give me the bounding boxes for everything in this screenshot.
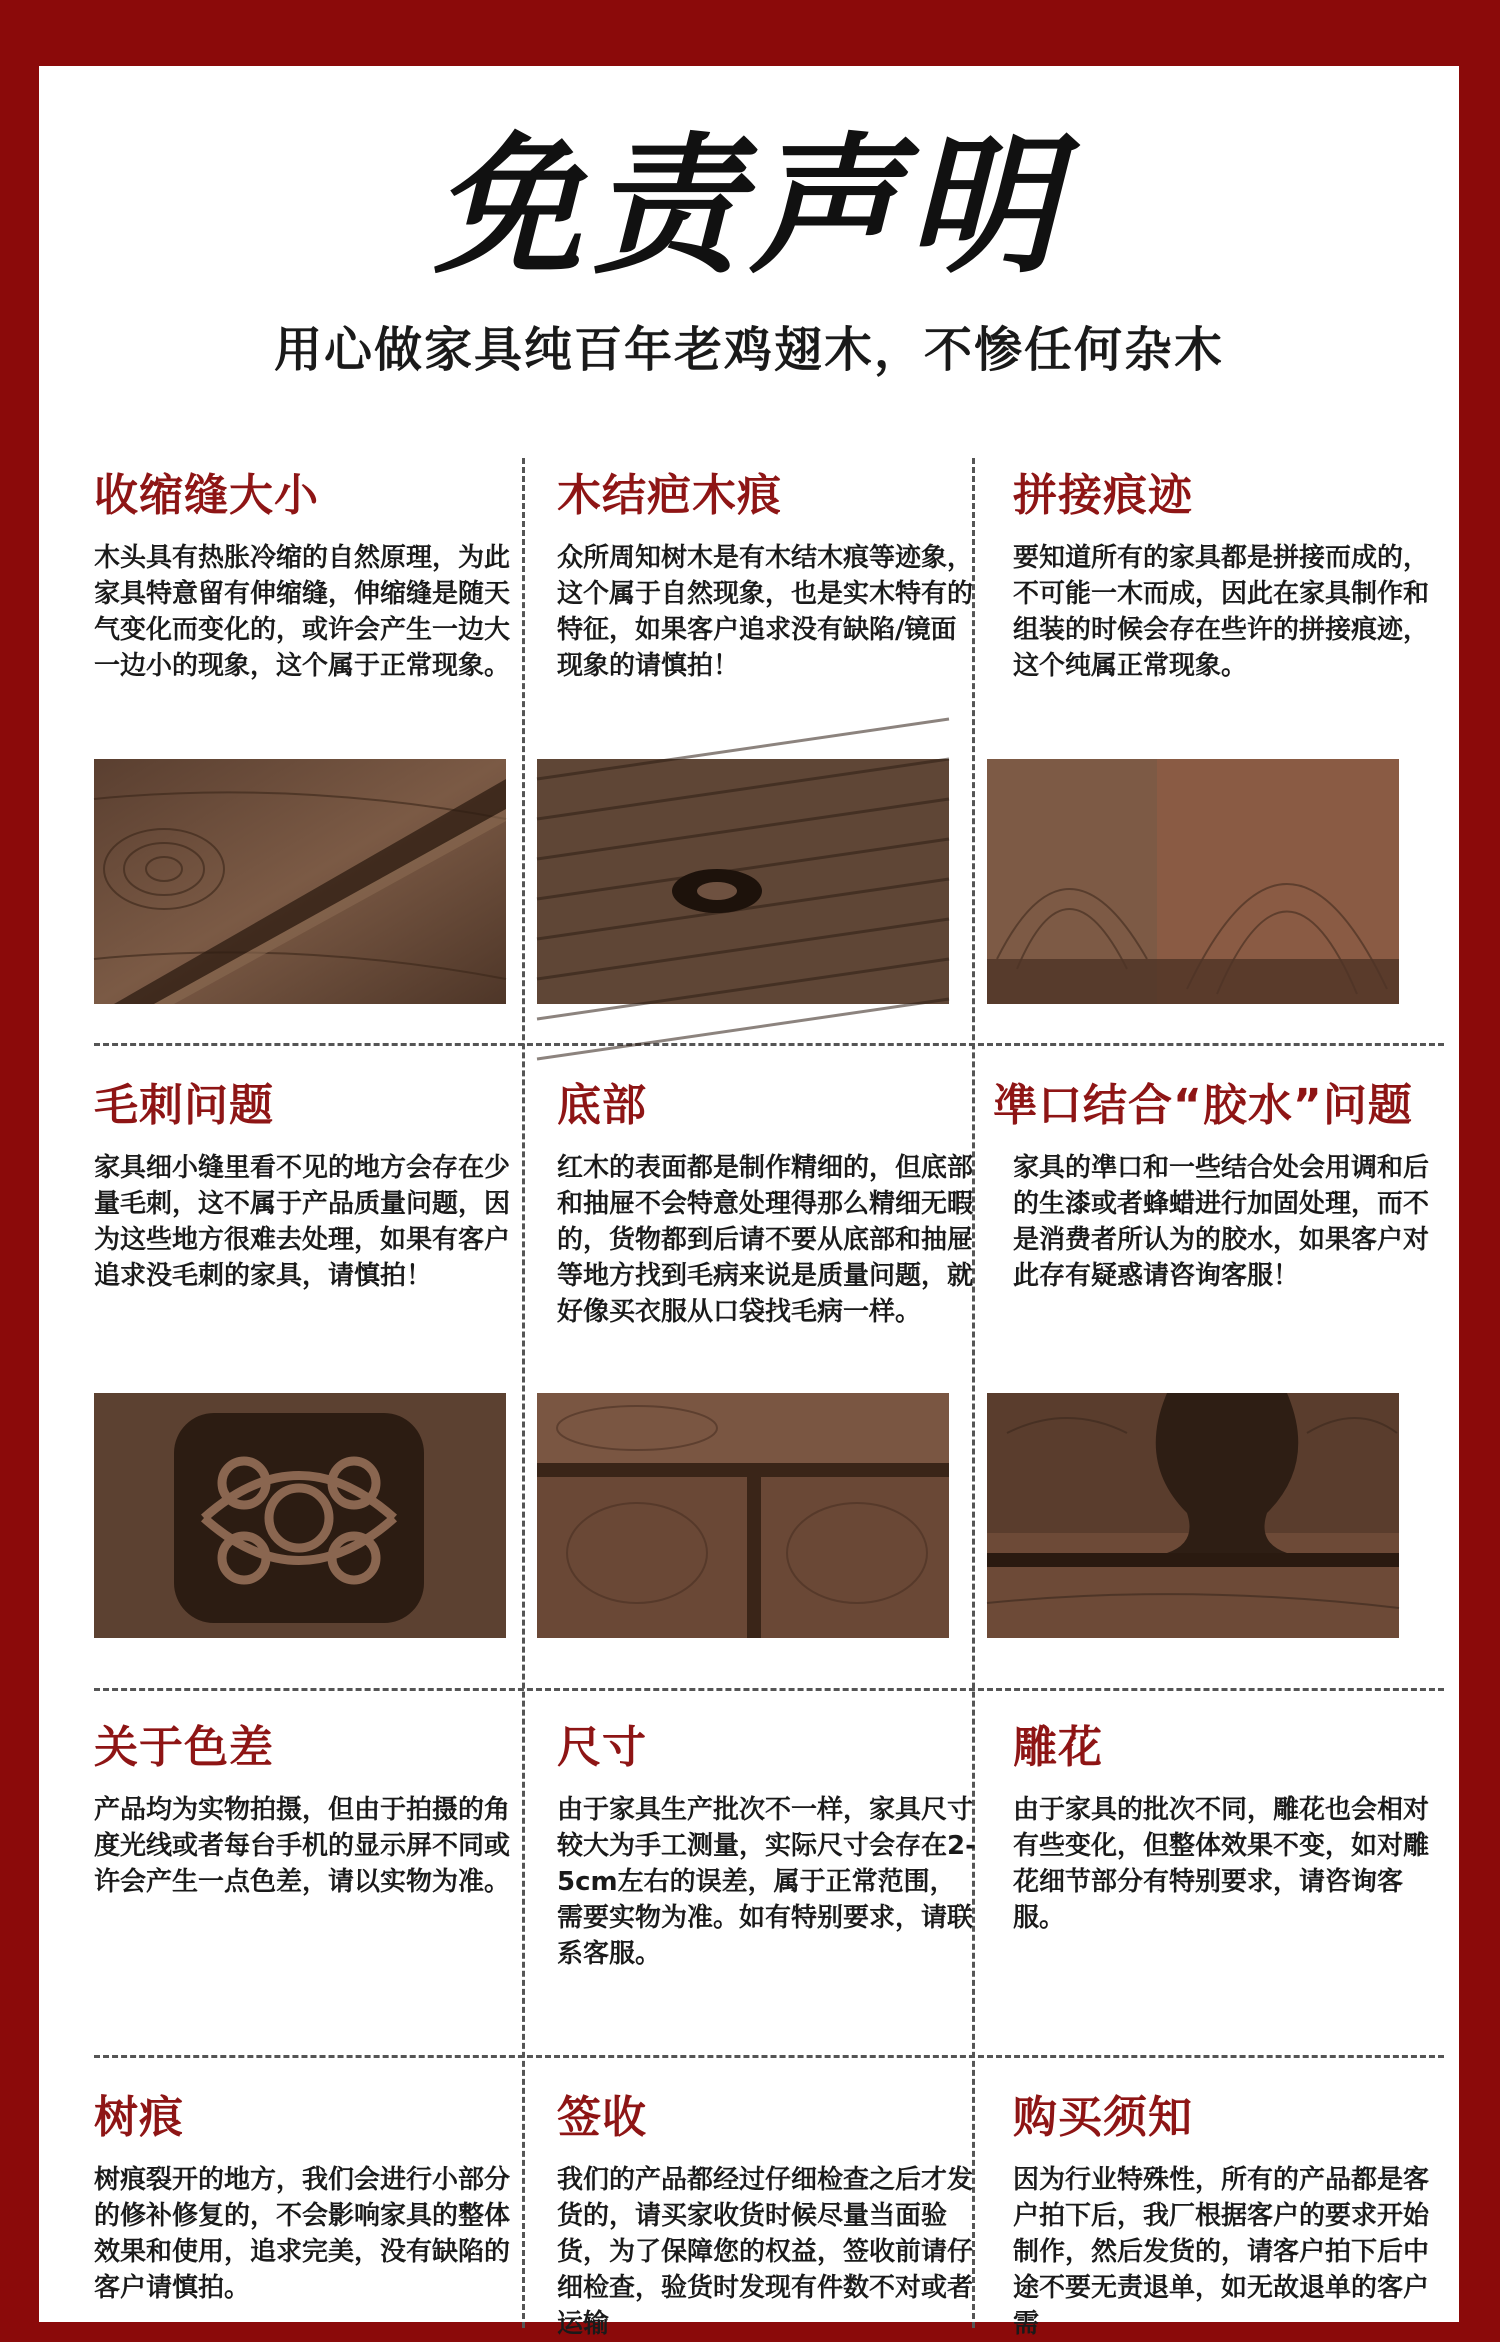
notice-title: 毛刺问题 [94,1080,274,1131]
disclaimer-card [39,66,1459,2339]
notice-text: 众所周知树木是有木结木痕等迹象，这个属于自然现象，也是实木特有的特征，如果客户追求没有缺陷/镜面现象的请慎拍！ [557,543,974,681]
row-divider [94,2055,1444,2058]
wood-joint-photo [987,759,1399,1004]
notice-title: 雕花 [1013,1722,1103,1773]
carved-panel-photo [94,1393,506,1638]
notice-title: 关于色差 [94,1722,274,1773]
notice-glue [993,1076,1433,1294]
notice-bottom [557,1076,977,1330]
notice-text: 要知道所有的家具都是拼接而成的，不可能一木而成，因此在家具制作和组装的时候会存在些许的拼接痕迹，这个纯属正常现象。 [1013,543,1430,681]
notice-text: 红木的表面都是制作精细的，但底部和抽屉不会特意处理得那么精细无暇的，货物都到后请不要从底部和抽屉等地方找到毛病来说是质量问题，就好像买衣服从口袋找毛病一样。 [557,1153,974,1327]
notice-tree-marks [94,2088,514,2306]
notice-title: 底部 [557,1080,647,1131]
column-divider [972,458,975,2328]
notice-text: 树痕裂开的地方，我们会进行小部分的修补修复的，不会影响家具的整体效果和使用，追求完美，没有缺陷的客户请慎拍。 [94,2165,511,2303]
notice-title: 凖口结合“胶水”问题 [993,1080,1413,1131]
notice-text: 由于家具的批次不同，雕花也会相对有些变化，但整体效果不变，如对雕花细节部分有特别要求，请咨询客服。 [1013,1795,1430,1933]
notice-purchase [1013,2088,1433,2342]
wood-knot-photo [537,759,949,1004]
notice-title: 签收 [557,2092,647,2143]
notice-title: 木结疤木痕 [557,470,782,521]
notice-shrink-gap [94,466,514,684]
row-divider [94,1043,1444,1046]
notice-carving [1013,1718,1433,1936]
notice-title: 收缩缝大小 [94,470,319,521]
notice-text: 我们的产品都经过仔细检查之后才发货的，请买家收货时候尽量当面验货，为了保障您的权益，签收前请仔细检查，验货时发现有件数不对或者运输 [557,2165,974,2339]
notice-text: 家具的凖口和一些结合处会用调和后的生漆或者蜂蜡进行加固处理，而不是消费者所认为的胶水，如果客户对此存有疑惑请咨询客服！ [1013,1153,1430,1291]
notice-text: 因为行业特殊性，所有的产品都是客户拍下后，我厂根据客户的要求开始制作，然后发货的，请客户拍下后中途不要无责退单，如无故退单的客户需 [1013,2165,1430,2339]
page-title: 免责声明 [432,118,1065,294]
notice-burrs [94,1076,514,1294]
wood-expansion-gap-photo [94,759,506,1004]
notice-text: 由于家具生产批次不一样，家具尺寸较大为手工测量，实际尺寸会存在2-5cm左右的误差，属于正常范围，需要实物为准。如有特别要求，请联系客服。 [557,1795,976,1969]
row-divider [94,1688,1444,1691]
notice-size [557,1718,977,1972]
notice-title: 拼接痕迹 [1013,470,1193,521]
column-divider [522,458,525,2328]
notice-joint-marks [1013,466,1433,684]
notice-text: 木头具有热胀冷缩的自然原理，为此家具特意留有伸缩缝，伸缩缝是随天气变化而变化的，或许会产生一边大一边小的现象，这个属于正常现象。 [94,543,511,681]
chair-joint-photo [987,1393,1399,1638]
notice-title: 购买须知 [1013,2092,1193,2143]
page-subtitle: 用心做家具纯百年老鸡翅木，不惨任何杂木 [273,322,1224,378]
notice-text: 产品均为实物拍摄，但由于拍摄的角度光线或者每台手机的显示屏不同或许会产生一点色差，请以实物为准。 [94,1795,511,1897]
notice-text: 家具细小缝里看不见的地方会存在少量毛刺，这不属于产品质量问题，因为这些地方很难去处理，如果有客户追求没毛刺的家具，请慎拍！ [94,1153,511,1291]
notice-wood-knot [557,466,977,684]
drawer-bottom-photo [537,1393,949,1638]
notice-title: 树痕 [94,2092,184,2143]
notice-title: 尺寸 [557,1722,647,1773]
notice-color-difference [94,1718,514,1900]
notice-signing [557,2088,977,2342]
